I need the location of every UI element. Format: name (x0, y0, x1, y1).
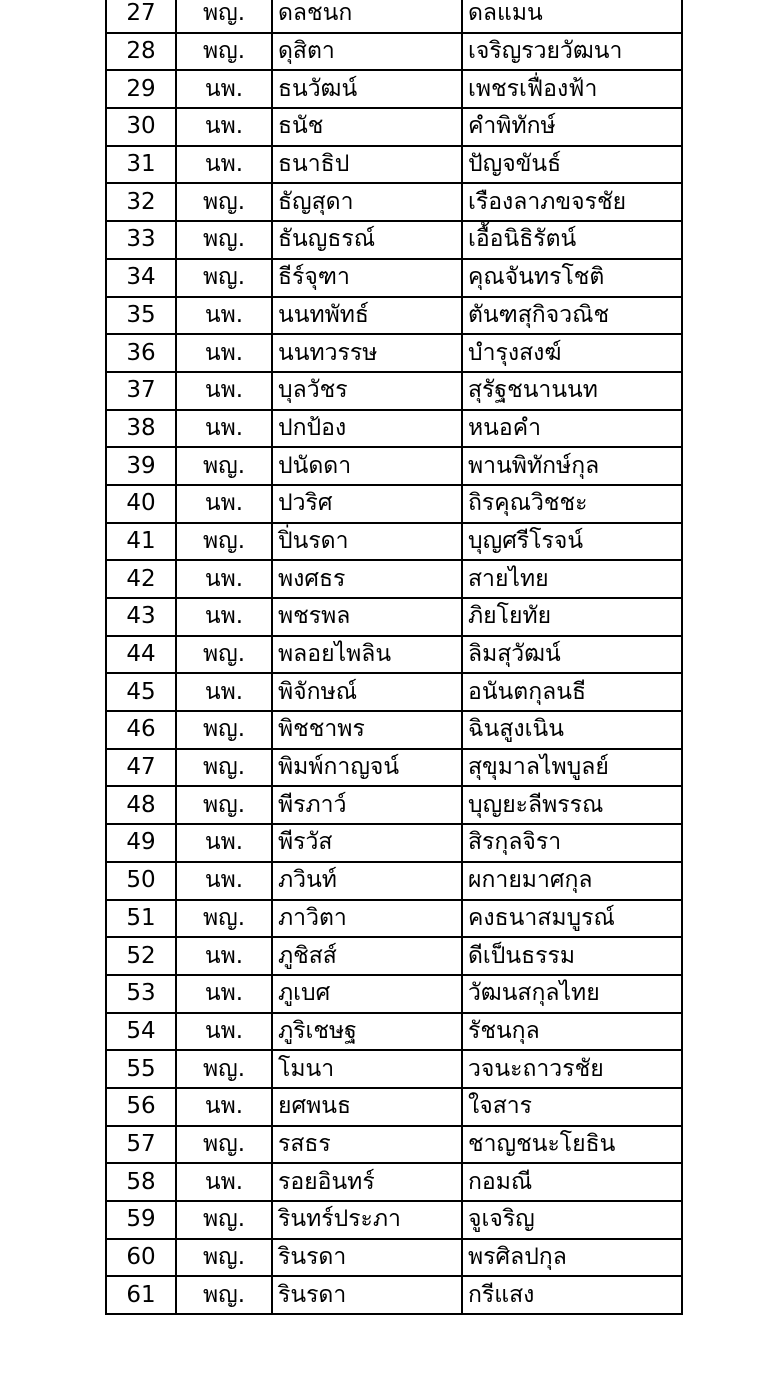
last-name-cell: ใจสาร (462, 1088, 682, 1126)
name-title-cell: นพ. (176, 70, 272, 108)
row-number-cell: 47 (106, 749, 176, 787)
row-number-cell: 56 (106, 1088, 176, 1126)
last-name-cell: ภิยโยทัย (462, 598, 682, 636)
table-row (106, 221, 682, 259)
last-name-cell: สายไทย (462, 560, 682, 598)
table-row (106, 749, 682, 787)
row-number-cell: 40 (106, 485, 176, 523)
last-name-cell: วัฒนสกุลไทย (462, 975, 682, 1013)
table-row (106, 33, 682, 71)
last-name-cell: กอมณี (462, 1163, 682, 1201)
first-name-cell: พิชชาพร (272, 711, 462, 749)
name-title-cell: นพ. (176, 146, 272, 184)
table-row (106, 560, 682, 598)
first-name-cell: รินรดา (272, 1239, 462, 1277)
row-number-cell: 50 (106, 862, 176, 900)
row-number-cell: 52 (106, 937, 176, 975)
name-title-cell: นพ. (176, 1013, 272, 1051)
row-number-cell: 31 (106, 146, 176, 184)
row-number-cell: 59 (106, 1201, 176, 1239)
table-row (106, 108, 682, 146)
table-row (106, 937, 682, 975)
table-row (106, 372, 682, 410)
first-name-cell: นนทพัทธ์ (272, 297, 462, 335)
first-name-cell: นนทวรรษ (272, 334, 462, 372)
table-row (106, 711, 682, 749)
last-name-cell: สุขุมาลไพบูลย์ (462, 749, 682, 787)
first-name-cell: ภูชิสส์ (272, 937, 462, 975)
table-row (106, 786, 682, 824)
name-title-cell: นพ. (176, 824, 272, 862)
row-number-cell: 42 (106, 560, 176, 598)
first-name-cell: ภาวิตา (272, 900, 462, 938)
first-name-cell: ธีร์จุฑา (272, 259, 462, 297)
last-name-cell: เรืองลาภขจรชัย (462, 183, 682, 221)
name-title-cell: พญ. (176, 900, 272, 938)
last-name-cell: สุรัฐชนานนท (462, 372, 682, 410)
table-row (106, 1239, 682, 1277)
last-name-cell: บุญยะลีพรรณ (462, 786, 682, 824)
name-title-cell: นพ. (176, 1088, 272, 1126)
table-row (106, 334, 682, 372)
name-title-cell: พญ. (176, 1050, 272, 1088)
last-name-cell: คงธนาสมบูรณ์ (462, 900, 682, 938)
name-title-cell: พญ. (176, 1239, 272, 1277)
table-row (106, 259, 682, 297)
first-name-cell: พชรพล (272, 598, 462, 636)
name-title-cell: พญ. (176, 523, 272, 561)
row-number-cell: 37 (106, 372, 176, 410)
first-name-cell: ดลชนก (272, 0, 462, 33)
last-name-cell: เพชรเฟื่องฟ้า (462, 70, 682, 108)
last-name-cell: ถิรคุณวิชชะ (462, 485, 682, 523)
last-name-cell: คุณจันทรโชติ (462, 259, 682, 297)
table-row (106, 1163, 682, 1201)
row-number-cell: 32 (106, 183, 176, 221)
row-number-cell: 30 (106, 108, 176, 146)
first-name-cell: ภูเบศ (272, 975, 462, 1013)
table-row (106, 485, 682, 523)
row-number-cell: 60 (106, 1239, 176, 1277)
table-row (106, 183, 682, 221)
first-name-cell: ปิ่นรดา (272, 523, 462, 561)
name-title-cell: นพ. (176, 1163, 272, 1201)
name-title-cell: พญ. (176, 183, 272, 221)
table-row (106, 975, 682, 1013)
first-name-cell: ธนวัฒน์ (272, 70, 462, 108)
row-number-cell: 35 (106, 297, 176, 335)
last-name-cell: เจริญรวยวัฒนา (462, 33, 682, 71)
table-row (106, 1126, 682, 1164)
row-number-cell: 44 (106, 636, 176, 674)
last-name-cell: ฉินสูงเนิน (462, 711, 682, 749)
row-number-cell: 29 (106, 70, 176, 108)
table-row (106, 900, 682, 938)
name-title-cell: พญ. (176, 786, 272, 824)
name-title-cell: นพ. (176, 372, 272, 410)
last-name-cell: ดีเป็นธรรม (462, 937, 682, 975)
name-title-cell: นพ. (176, 862, 272, 900)
last-name-cell: ดลแมน (462, 0, 682, 33)
table-row (106, 824, 682, 862)
table-row (106, 523, 682, 561)
name-title-cell: พญ. (176, 636, 272, 674)
last-name-cell: บำรุงสงฆ์ (462, 334, 682, 372)
first-name-cell: โมนา (272, 1050, 462, 1088)
row-number-cell: 28 (106, 33, 176, 71)
name-title-cell: นพ. (176, 598, 272, 636)
name-title-cell: นพ. (176, 410, 272, 448)
name-title-cell: นพ. (176, 937, 272, 975)
last-name-cell: ชาญชนะโยธิน (462, 1126, 682, 1164)
row-number-cell: 55 (106, 1050, 176, 1088)
row-number-cell: 57 (106, 1126, 176, 1164)
first-name-cell: พงศธร (272, 560, 462, 598)
name-title-cell: นพ. (176, 485, 272, 523)
table-row (106, 673, 682, 711)
first-name-cell: ธนาธิป (272, 146, 462, 184)
first-name-cell: ปวริศ (272, 485, 462, 523)
first-name-cell: รินรดา (272, 1276, 462, 1314)
name-title-cell: พญ. (176, 259, 272, 297)
name-title-cell: นพ. (176, 673, 272, 711)
name-title-cell: พญ. (176, 221, 272, 259)
table-row (106, 146, 682, 184)
row-number-cell: 58 (106, 1163, 176, 1201)
table-row (106, 0, 682, 33)
name-title-cell: พญ. (176, 749, 272, 787)
first-name-cell: ปนัดดา (272, 447, 462, 485)
name-title-cell: นพ. (176, 975, 272, 1013)
last-name-cell: สิรกุลจิรา (462, 824, 682, 862)
last-name-cell: ตันฑสุกิจวณิช (462, 297, 682, 335)
row-number-cell: 27 (106, 0, 176, 33)
name-title-cell: นพ. (176, 297, 272, 335)
first-name-cell: บุลวัชร (272, 372, 462, 410)
table-row (106, 1276, 682, 1314)
row-number-cell: 38 (106, 410, 176, 448)
row-number-cell: 34 (106, 259, 176, 297)
row-number-cell: 54 (106, 1013, 176, 1051)
last-name-cell: วจนะถาวรชัย (462, 1050, 682, 1088)
name-title-cell: นพ. (176, 560, 272, 598)
table-row (106, 862, 682, 900)
row-number-cell: 49 (106, 824, 176, 862)
last-name-cell: บุญศรีโรจน์ (462, 523, 682, 561)
table-row (106, 1013, 682, 1051)
last-name-cell: หนอคำ (462, 410, 682, 448)
row-number-cell: 46 (106, 711, 176, 749)
first-name-cell: รสธร (272, 1126, 462, 1164)
row-number-cell: 45 (106, 673, 176, 711)
name-title-cell: นพ. (176, 108, 272, 146)
first-name-cell: รอยอินทร์ (272, 1163, 462, 1201)
table-row (106, 636, 682, 674)
name-title-cell: พญ. (176, 447, 272, 485)
first-name-cell: ดุสิตา (272, 33, 462, 71)
roster-body (106, 0, 682, 1314)
first-name-cell: ธันญธรณ์ (272, 221, 462, 259)
last-name-cell: อนันตกุลนธี (462, 673, 682, 711)
last-name-cell: กรีแสง (462, 1276, 682, 1314)
name-title-cell: พญ. (176, 1276, 272, 1314)
name-title-cell: พญ. (176, 1126, 272, 1164)
first-name-cell: พีรวัส (272, 824, 462, 862)
table-row (106, 1088, 682, 1126)
table-row (106, 598, 682, 636)
first-name-cell: พิมพ์กาญจน์ (272, 749, 462, 787)
row-number-cell: 41 (106, 523, 176, 561)
last-name-cell: พรศิลปกุล (462, 1239, 682, 1277)
first-name-cell: ภูริเชษฐ (272, 1013, 462, 1051)
first-name-cell: ปกป้อง (272, 410, 462, 448)
last-name-cell: รัชนกุล (462, 1013, 682, 1051)
name-title-cell: พญ. (176, 0, 272, 33)
last-name-cell: จูเจริญ (462, 1201, 682, 1239)
first-name-cell: ธนัช (272, 108, 462, 146)
last-name-cell: คำพิทักษ์ (462, 108, 682, 146)
first-name-cell: รินทร์ประภา (272, 1201, 462, 1239)
table-row (106, 1201, 682, 1239)
row-number-cell: 36 (106, 334, 176, 372)
roster-table (105, 0, 683, 1315)
first-name-cell: ยศพนธ (272, 1088, 462, 1126)
name-title-cell: พญ. (176, 33, 272, 71)
first-name-cell: พลอยไพลิน (272, 636, 462, 674)
first-name-cell: ภวินท์ (272, 862, 462, 900)
first-name-cell: พิจักษณ์ (272, 673, 462, 711)
last-name-cell: เอื้อนิธิรัตน์ (462, 221, 682, 259)
last-name-cell: ผกายมาศกุล (462, 862, 682, 900)
row-number-cell: 51 (106, 900, 176, 938)
last-name-cell: ลิมสุวัฒน์ (462, 636, 682, 674)
name-title-cell: พญ. (176, 1201, 272, 1239)
last-name-cell: ปัญจขันธ์ (462, 146, 682, 184)
row-number-cell: 43 (106, 598, 176, 636)
first-name-cell: ธัญสุดา (272, 183, 462, 221)
table-row (106, 1050, 682, 1088)
table-row (106, 447, 682, 485)
row-number-cell: 48 (106, 786, 176, 824)
row-number-cell: 39 (106, 447, 176, 485)
table-row (106, 70, 682, 108)
row-number-cell: 61 (106, 1276, 176, 1314)
name-title-cell: นพ. (176, 334, 272, 372)
row-number-cell: 33 (106, 221, 176, 259)
row-number-cell: 53 (106, 975, 176, 1013)
first-name-cell: พีรภาว์ (272, 786, 462, 824)
name-title-cell: พญ. (176, 711, 272, 749)
table-row (106, 410, 682, 448)
last-name-cell: พานพิทักษ์กุล (462, 447, 682, 485)
table-row (106, 297, 682, 335)
